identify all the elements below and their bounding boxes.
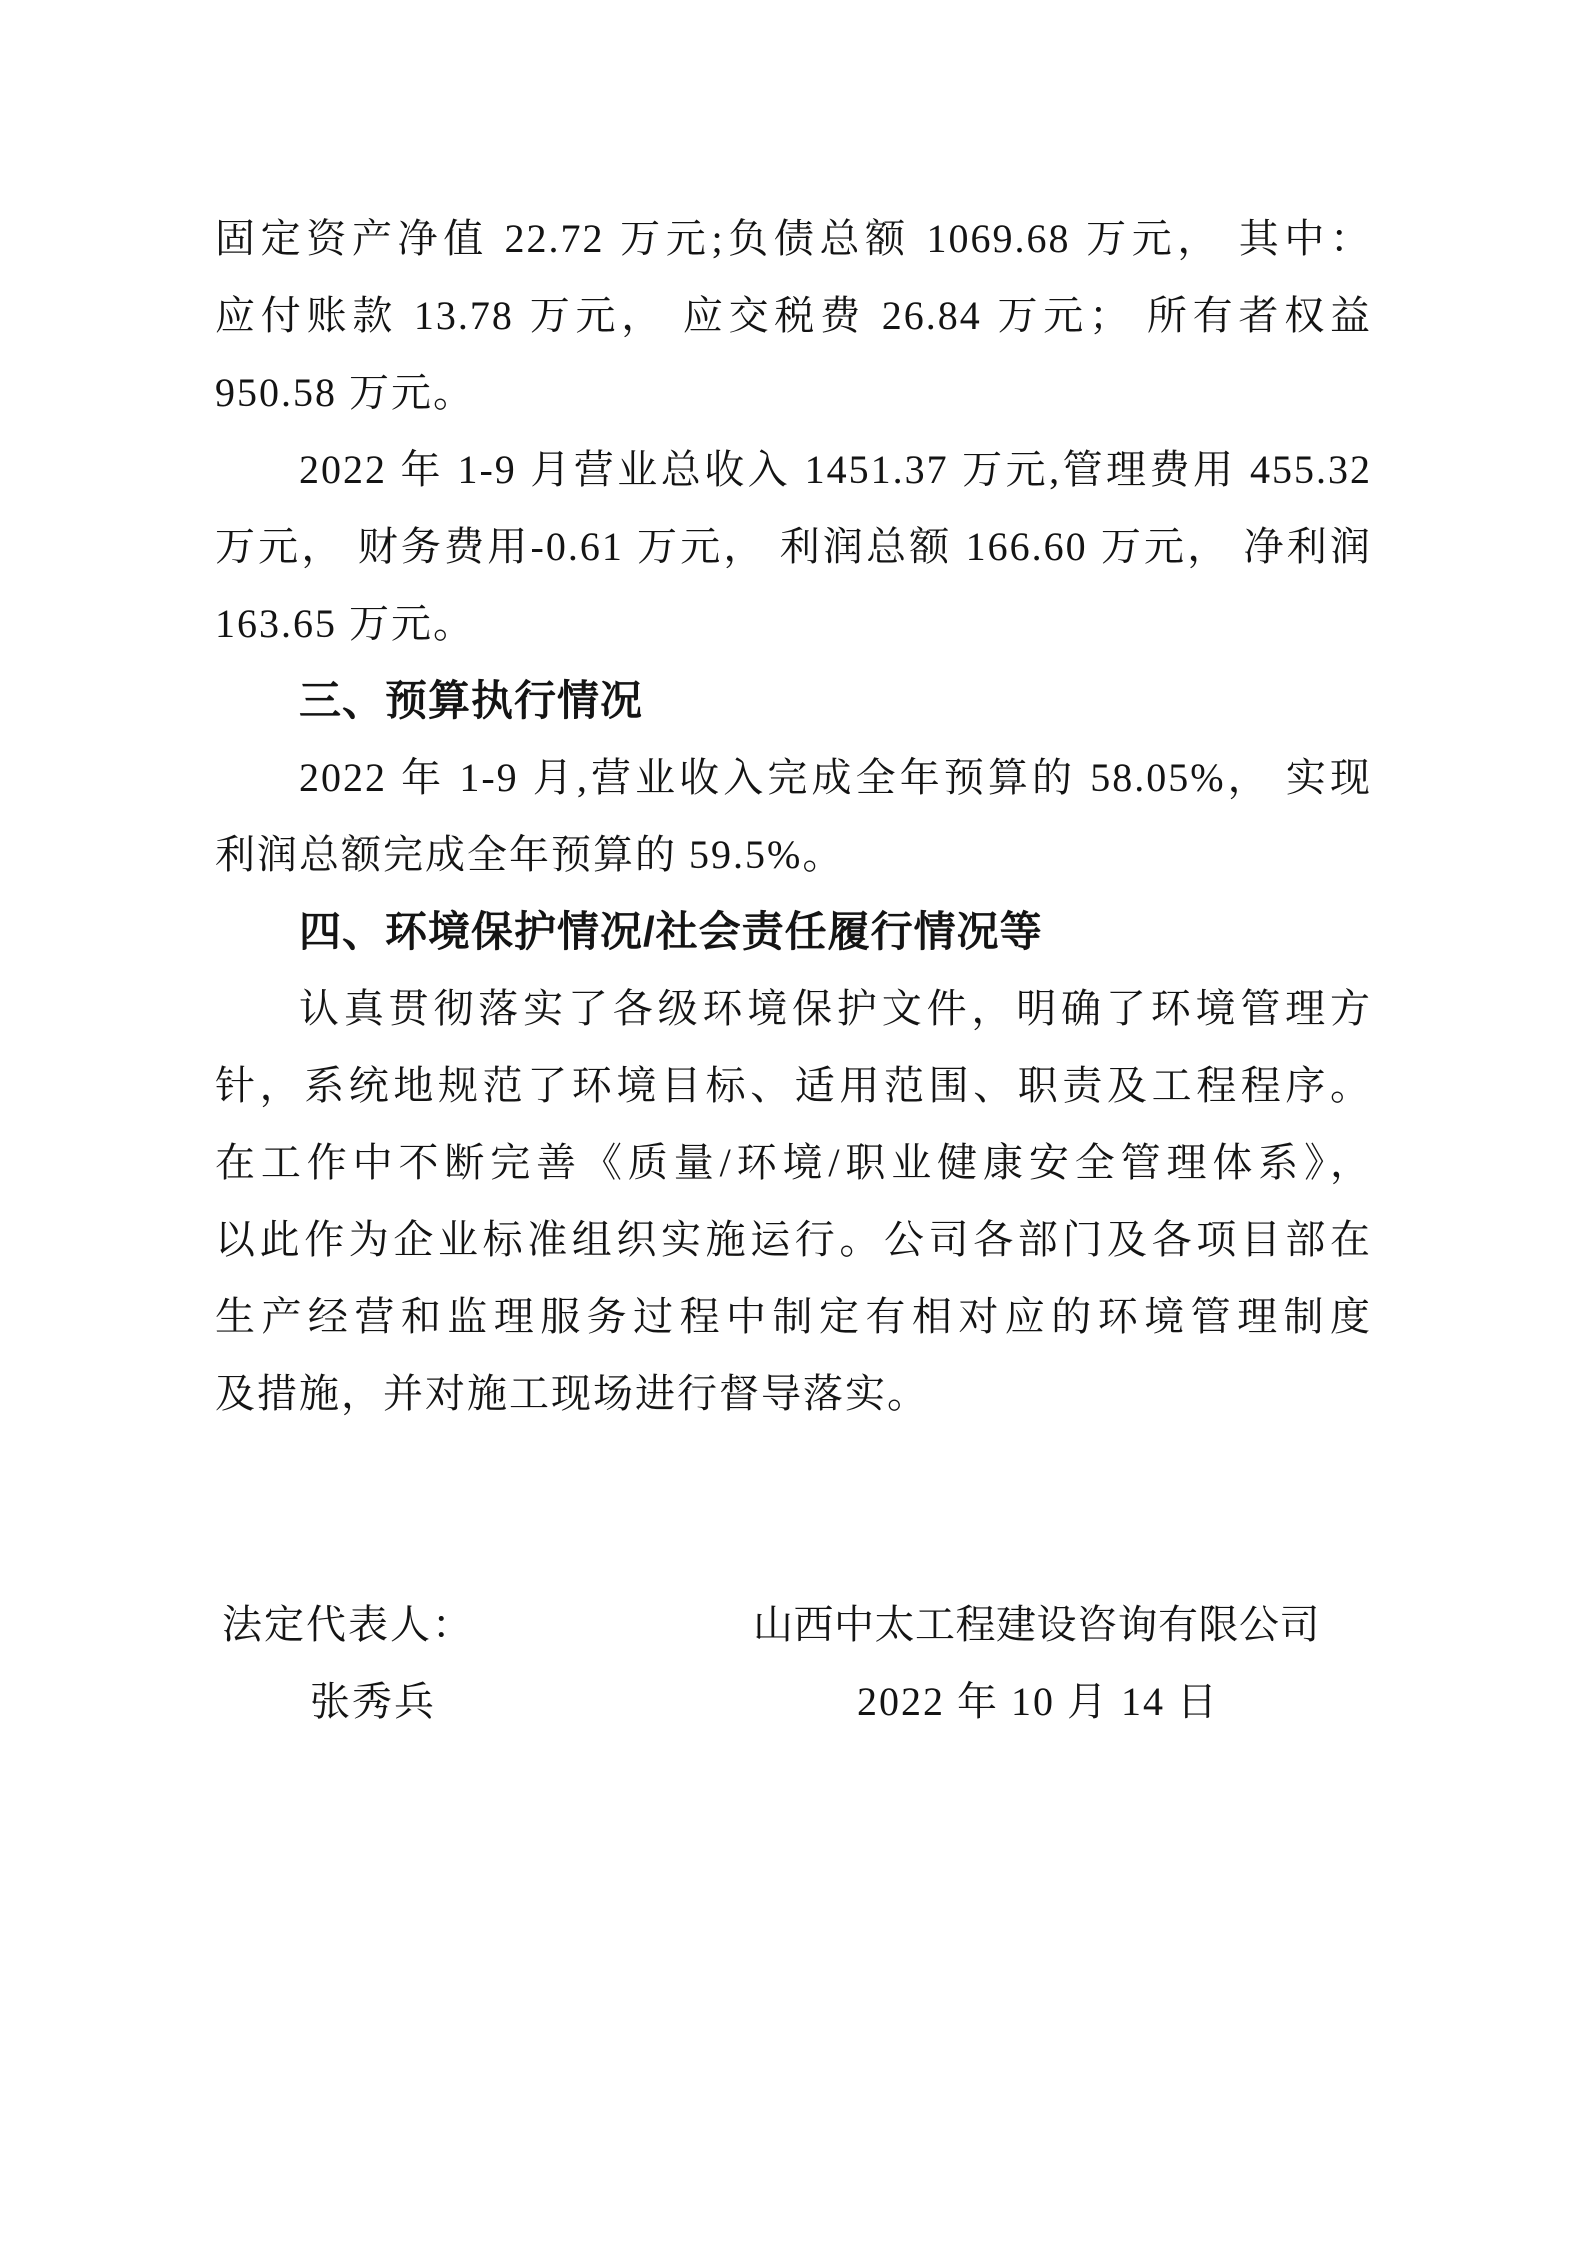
- legal-representative-label: 法定代表人：: [222, 1602, 474, 1647]
- report-date: 2022 年 10 月 14 日: [857, 1679, 1219, 1724]
- body-line: 利润总额完成全年预算的 59.5%。: [215, 832, 845, 877]
- body-line: 950.58 万元。: [215, 370, 475, 415]
- body-line: 针，系统地规范了环境目标、适用范围、职责及工程程序。: [215, 1063, 1372, 1108]
- body-line: 2022 年 1-9 月,营业收入完成全年预算的 58.05%， 实现: [299, 755, 1372, 800]
- body-line: 认真贯彻落实了各级环境保护文件，明确了环境管理方: [299, 986, 1372, 1031]
- body-line: 固定资产净值 22.72 万元;负债总额 1069.68 万元， 其中：: [215, 216, 1372, 261]
- signature-block: [215, 1586, 1372, 1740]
- signature-row-2: [215, 1663, 1372, 1740]
- section-heading-budget-execution: 三、预算执行情况: [299, 677, 644, 724]
- document-body: [215, 200, 1372, 1432]
- body-line: 万元， 财务费用-0.61 万元， 利润总额 166.60 万元， 净利润: [215, 524, 1372, 569]
- body-line: 在工作中不断完善《质量/环境/职业健康安全管理体系》，: [215, 1140, 1372, 1185]
- body-line: 应付账款 13.78 万元， 应交税费 26.84 万元； 所有者权益: [215, 293, 1372, 338]
- body-line: 生产经营和监理服务过程中制定有相对应的环境管理制度: [215, 1294, 1372, 1339]
- company-name: 山西中太工程建设咨询有限公司: [753, 1602, 1320, 1647]
- legal-representative-name: 张秀兵: [310, 1679, 436, 1724]
- body-line: 以此作为企业标准组织实施运行。公司各部门及各项目部在: [215, 1217, 1372, 1262]
- body-line: 及措施，并对施工现场进行督导落实。: [215, 1371, 929, 1416]
- signature-row-1: [215, 1586, 1372, 1663]
- body-line: 163.65 万元。: [215, 601, 475, 646]
- section-heading-environmental-protection: 四、环境保护情况/社会责任履行情况等: [299, 908, 1043, 955]
- body-line: 2022 年 1-9 月营业总收入 1451.37 万元,管理费用 455.32: [299, 447, 1372, 492]
